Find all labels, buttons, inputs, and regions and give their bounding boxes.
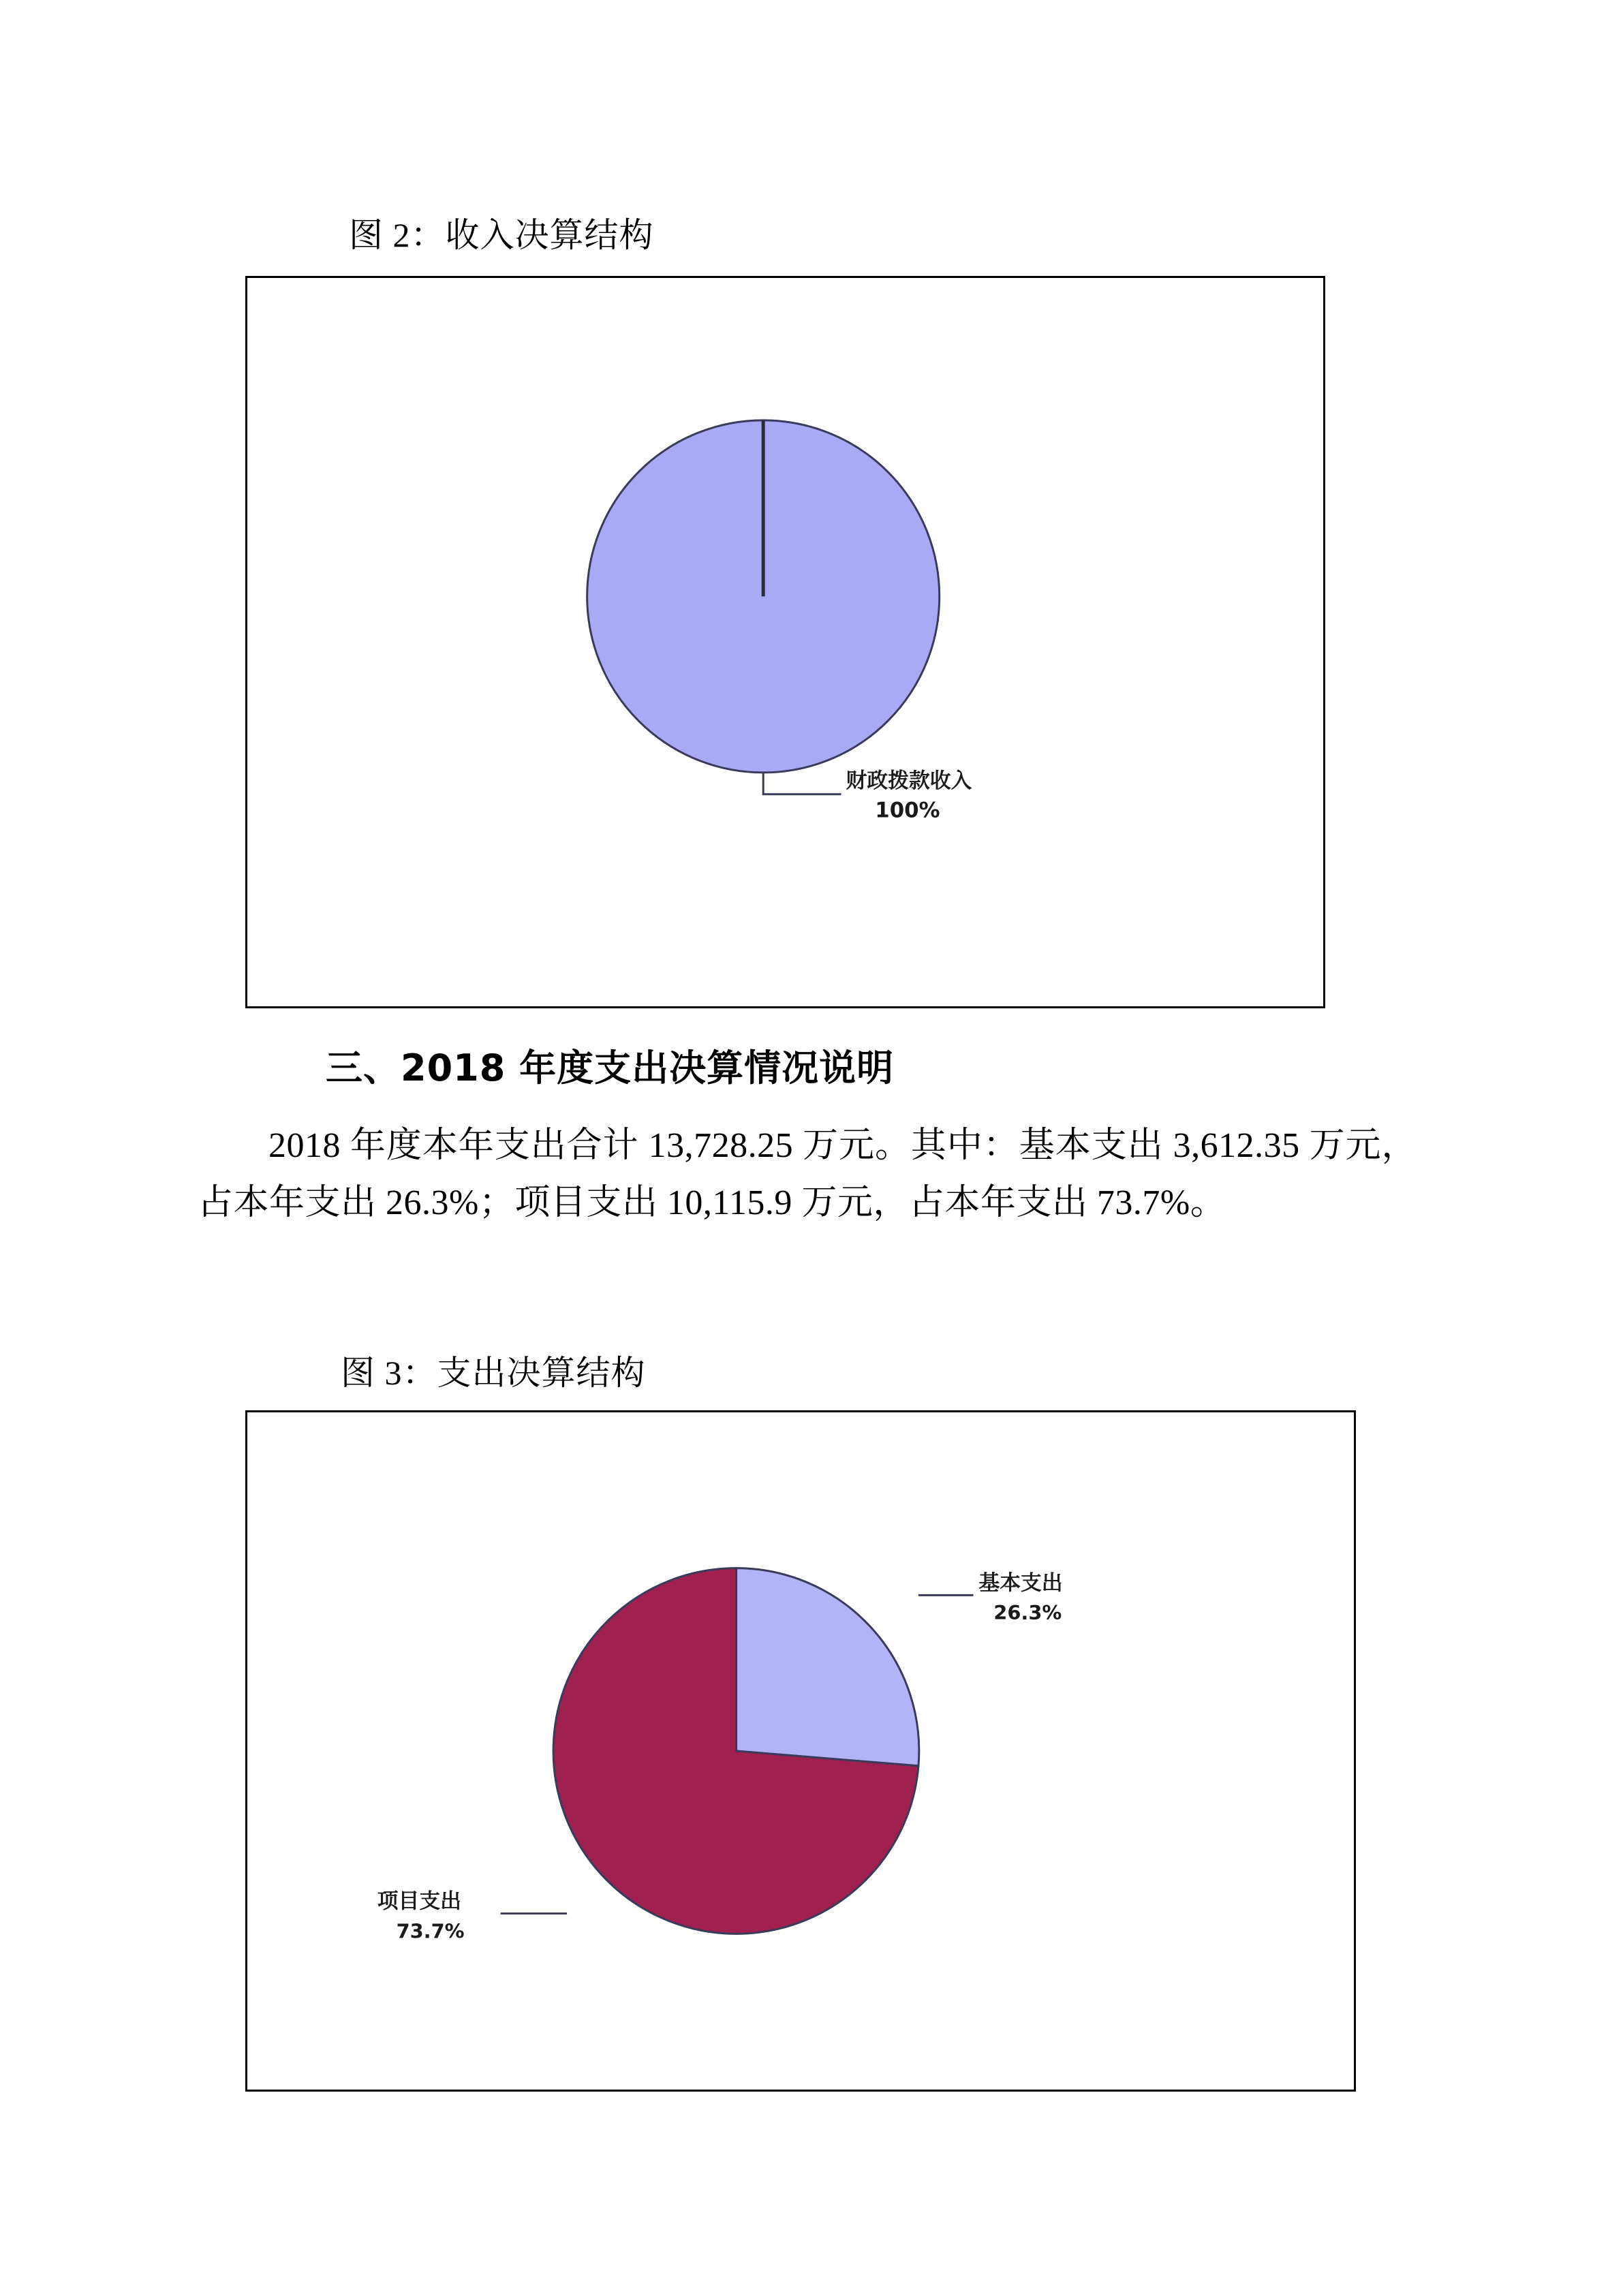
pie-label-xiangmu-percent: 73.7% [396,1919,465,1943]
pie-leader-line [763,773,841,794]
expenditure-pie-chart [247,1412,1354,2090]
income-pie-chart [247,278,1323,1006]
section-heading-expenditure: 三、2018 年度支出决算情况说明 [326,1046,895,1089]
expenditure-paragraph: 2018 年度本年支出合计 13,728.25 万元。其中：基本支出 3,612.35 万元，占本年支出 26.3%；项目支出 10,115.9 万元，占本年支出 73.7%。 [198,1126,1417,1223]
pie-slice-jiben-zhichu [737,1568,919,1766]
figure-3-container [245,1410,1356,2092]
pie-label-income-name: 财政拨款收入 [846,768,972,793]
figure-3-caption: 图 3：支出决算结构 [341,1354,646,1392]
pie-label-jiben-percent: 26.3% [993,1601,1062,1625]
pie-label-income-percent: 100% [875,798,940,823]
pie-label-xiangmu-name: 项目支出 [377,1889,461,1914]
figure-2-container [245,276,1325,1008]
pie-label-jiben-name: 基本支出 [978,1570,1063,1596]
figure-2-caption: 图 2：收入决算结构 [349,216,654,254]
